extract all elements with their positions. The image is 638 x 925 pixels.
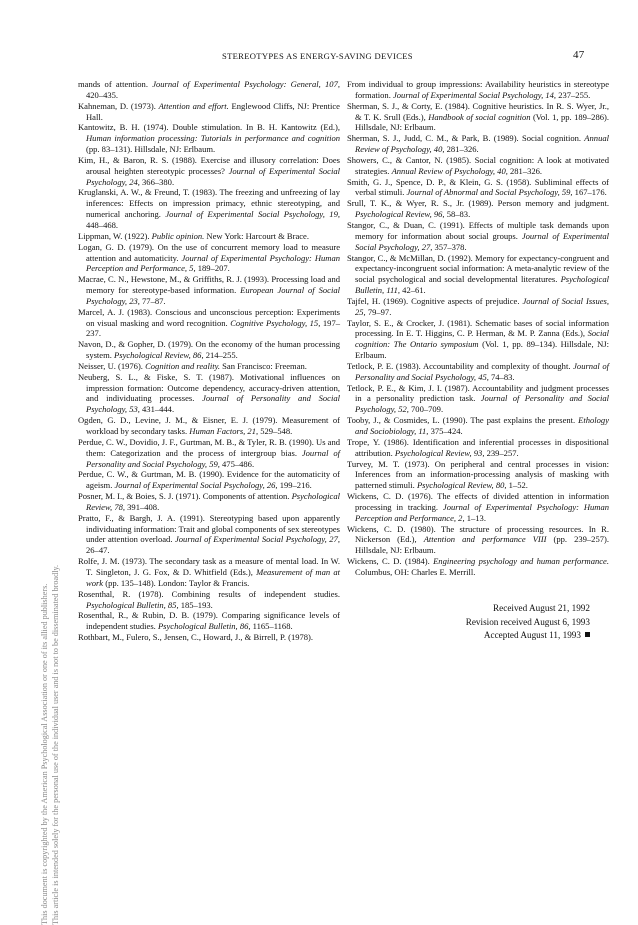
- reference-entry: Turvey, M. T. (1973). On peripheral and central processes in vision: Inferences from an information-processing analysis of masking with patterned stimuli. Psychological Review, 80, 1–52.: [347, 458, 609, 491]
- running-title: STEREOTYPES AS ENERGY-SAVING DEVICES: [222, 51, 413, 61]
- reference-entry: Pratto, F., & Bargh, J. A. (1991). Stereotyping based upon apparently individuating information: Trait and global components of sex stereotypes under attention overload. Journal of Experimental Social Psychology, 27, 26–47.: [78, 512, 340, 556]
- references-left-column: [78, 79, 340, 643]
- reference-entry: Showers, C., & Cantor, N. (1985). Social cognition: A look at motivated strategies. Annual Review of Psychology, 40, 281–326.: [347, 154, 609, 176]
- reference-entry: Ogden, G. D., Levine, J. M., & Eisner, E. J. (1979). Measurement of workload by secondary tasks. Human Factors, 21, 529–548.: [78, 415, 340, 436]
- received-date: Received August 21, 1992: [493, 603, 590, 613]
- reference-entry: Perdue, C. W., Dovidio, J. F., Gurtman, M. B., & Tyler, R. B. (1990). Us and them: Categorization and the process of intergroup bias. Journal of Personality and Social Psychology, 59, 475–486.: [78, 436, 340, 469]
- reference-entry: Logan, G. D. (1979). On the use of concurrent memory load to measure attention and automaticity. Journal of Experimental Psychology: Human Perception and Performance, 5, 189–207.: [78, 241, 340, 274]
- reference-entry: Smith, G. J., Spence, D. P., & Klein, G. S. (1958). Subliminal effects of verbal stimuli. Journal of Abnormal and Social Psychology, 59, 167–176.: [347, 176, 609, 198]
- reference-entry: Kruglanski, A. W., & Freund, T. (1983). The freezing and unfreezing of lay inferences: Effects on impression primacy, ethnic stereotyping, and numerical anchoring. Journal of Experimental Social Psychology, 19, 448–468.: [78, 187, 340, 230]
- reference-entry: Wickens, C. D. (1980). The structure of processing resources. In R. Nickerson (Ed.), Attention and performance VIII (pp. 239–257). Hillsdale, NJ: Erlbaum.: [347, 523, 609, 556]
- reference-entry: Rolfe, J. M. (1973). The secondary task as a measure of mental load. In W. T. Singleton, J. G. Fox, & D. Whitfield (Eds.), Measurement of man at work (pp. 135–148). London: Taylor & Francis.: [78, 556, 340, 588]
- running-header: [0, 50, 600, 64]
- reference-entry: Sherman, S. J., Judd, C. M., & Park, B. (1989). Social cognition. Annual Review of Psychology, 40, 281–326.: [347, 133, 609, 155]
- received-dates: [430, 602, 590, 643]
- reference-entry: Neuberg, S. L., & Fiske, S. T. (1987). Motivational influences on impression formation: Outcome dependency, accuracy-driven attention, and individuating processes. Journal of Personality and Social Psychology, 53, 431–444.: [78, 371, 340, 415]
- reference-entry: Stangor, C., & McMillan, D. (1992). Memory for expectancy-congruent and expectancy-incongruent social information: A meta-analytic review of the social psychological and social developmental literatures. Psychological Bulletin, 111, 42–61.: [347, 252, 609, 296]
- copyright-watermark: [39, 105, 65, 925]
- reference-entry: Trope, Y. (1986). Identification and inferential processes in dispositional attribution. Psychological Review, 93, 239–257.: [347, 436, 609, 458]
- reference-entry: Lippman, W. (1922). Public opinion. New York: Harcourt & Brace.: [78, 230, 309, 241]
- reference-entry: Kantowitz, B. H. (1974). Double stimulation. In B. H. Kantowitz (Ed.), Human information processing: Tutorials in performance and cognition (pp. 83–131). Hillsdale, NJ: Erlbaum.: [78, 122, 340, 155]
- references-right-column: [347, 79, 609, 578]
- reference-entry: Taylor, S. E., & Crocker, J. (1981). Schematic bases of social information processing. In E. T. Higgins, C. P. Herman, & M. P. Zanna (Eds.), Social cognition: The Ontario symposium (Vol. 1, pp. 89–134). Hillsdale, NJ: Erlbaum.: [347, 317, 609, 361]
- reference-entry: Kahneman, D. (1973). Attention and effort. Englewood Cliffs, NJ: Prentice Hall.: [78, 100, 340, 122]
- reference-entry: Sherman, S. J., & Corty, E. (1984). Cognitive heuristics. In R. S. Wyer, Jr., & T. K. Srull (Eds.), Handbook of social cognition (Vol. 1, pp. 189–286). Hillsdale, NJ: Erlbaum.: [347, 100, 609, 133]
- reference-entry: Navon, D., & Gopher, D. (1979). On the economy of the human processing system. Psychological Review, 86, 214–255.: [78, 339, 340, 361]
- watermark-line-1: This document is copyrighted by the American Psychological Association or one of its allied publishers.: [40, 583, 49, 925]
- reference-entry: Kim, H., & Baron, R. S. (1988). Exercise and illusory correlation: Does arousal heighten stereotypic processes? Journal of Experimental Social Psychology, 24, 366–380.: [78, 154, 341, 187]
- watermark-line-2: This article is intended solely for the personal use of the individual user and is not to be disseminated broadly.: [51, 564, 60, 925]
- revision-date: Revision received August 6, 1993: [465, 616, 590, 627]
- end-of-article-mark: [585, 632, 590, 637]
- reference-entry: Tetlock, P. E., & Kim, J. I. (1987). Accountability and judgment processes in a personality prediction task. Journal of Personality and Social Psychology, 52, 700–709.: [347, 382, 609, 415]
- reference-entry: Neisser, U. (1976). Cognition and reality. San Francisco: Freeman.: [78, 360, 307, 371]
- reference-entry: Stangor, C., & Duan, C. (1991). Effects of multiple task demands upon memory for information about social groups. Journal of Experimental Social Psychology, 27, 357–378.: [347, 219, 609, 252]
- reference-entry: Tajfel, H. (1969). Cognitive aspects of prejudice. Journal of Social Issues, 25, 79–97.: [347, 295, 610, 317]
- reference-entry: Rothbart, M., Fulero, S., Jensen, C., Howard, J., & Birrell, P. (1978).: [78, 632, 314, 643]
- reference-entry: Tooby, J., & Cosmides, L. (1990). The past explains the present. Ethology and Sociobiology, 11, 375–424.: [347, 415, 609, 436]
- page-number: 47: [573, 49, 585, 61]
- reference-entry: Rosenthal, R. (1978). Combining results of independent studies. Psychological Bulletin, 85, 185–193.: [78, 588, 340, 610]
- reference-entry: Srull, T. K., & Wyer, R. S., Jr. (1989). Person memory and judgment. Psychological Review, 96, 58–83.: [347, 198, 609, 220]
- reference-entry: Macrae, C. N., Hewstone, M., & Griffiths, R. J. (1993). Processing load and memory for stereotype-based information. European Journal of Social Psychology, 23, 77–87.: [78, 274, 340, 306]
- reference-entry: Marcel, A. J. (1983). Conscious and unconscious perception: Experiments on visual masking and word recognition. Cognitive Psychology, 15, 197–237.: [78, 306, 340, 339]
- accepted-date: Accepted August 11, 1993: [483, 630, 581, 641]
- reference-entry: Rosenthal, R., & Rubin, D. B. (1979). Comparing significance levels of independent studies. Psychological Bulletin, 86, 1165–1168.: [78, 610, 340, 632]
- reference-entry: Wickens, C. D. (1976). The effects of divided attention in information processing in tracking. Journal of Experimental Psychology: Human Perception and Performance, 2, 1–13.: [347, 491, 609, 523]
- reference-entry: mands of attention. Journal of Experimental Psychology: General, 107, 420–435.: [78, 79, 340, 100]
- accepted-date-line: [430, 629, 590, 643]
- reference-entry: Wickens, C. D. (1984). Engineering psychology and human performance. Columbus, OH: Charles E. Merrill.: [347, 556, 609, 577]
- reference-entry: Posner, M. I., & Boies, S. J. (1971). Components of attention. Psychological Review, 78, 391–408.: [78, 491, 340, 512]
- reference-entry: From individual to group impressions: Availability heuristics in stereotype formation. Journal of Experimental Social Psychology, 14, 237–255.: [347, 79, 609, 100]
- reference-entry: Perdue, C. W., & Gurtman, M. B. (1990). Evidence for the automaticity of ageism. Journal of Experimental Social Psychology, 26, 199–216.: [78, 469, 340, 491]
- reference-entry: Tetlock, P. E. (1983). Accountability and complexity of thought. Journal of Personality and Social Psychology, 45, 74–83.: [347, 360, 610, 382]
